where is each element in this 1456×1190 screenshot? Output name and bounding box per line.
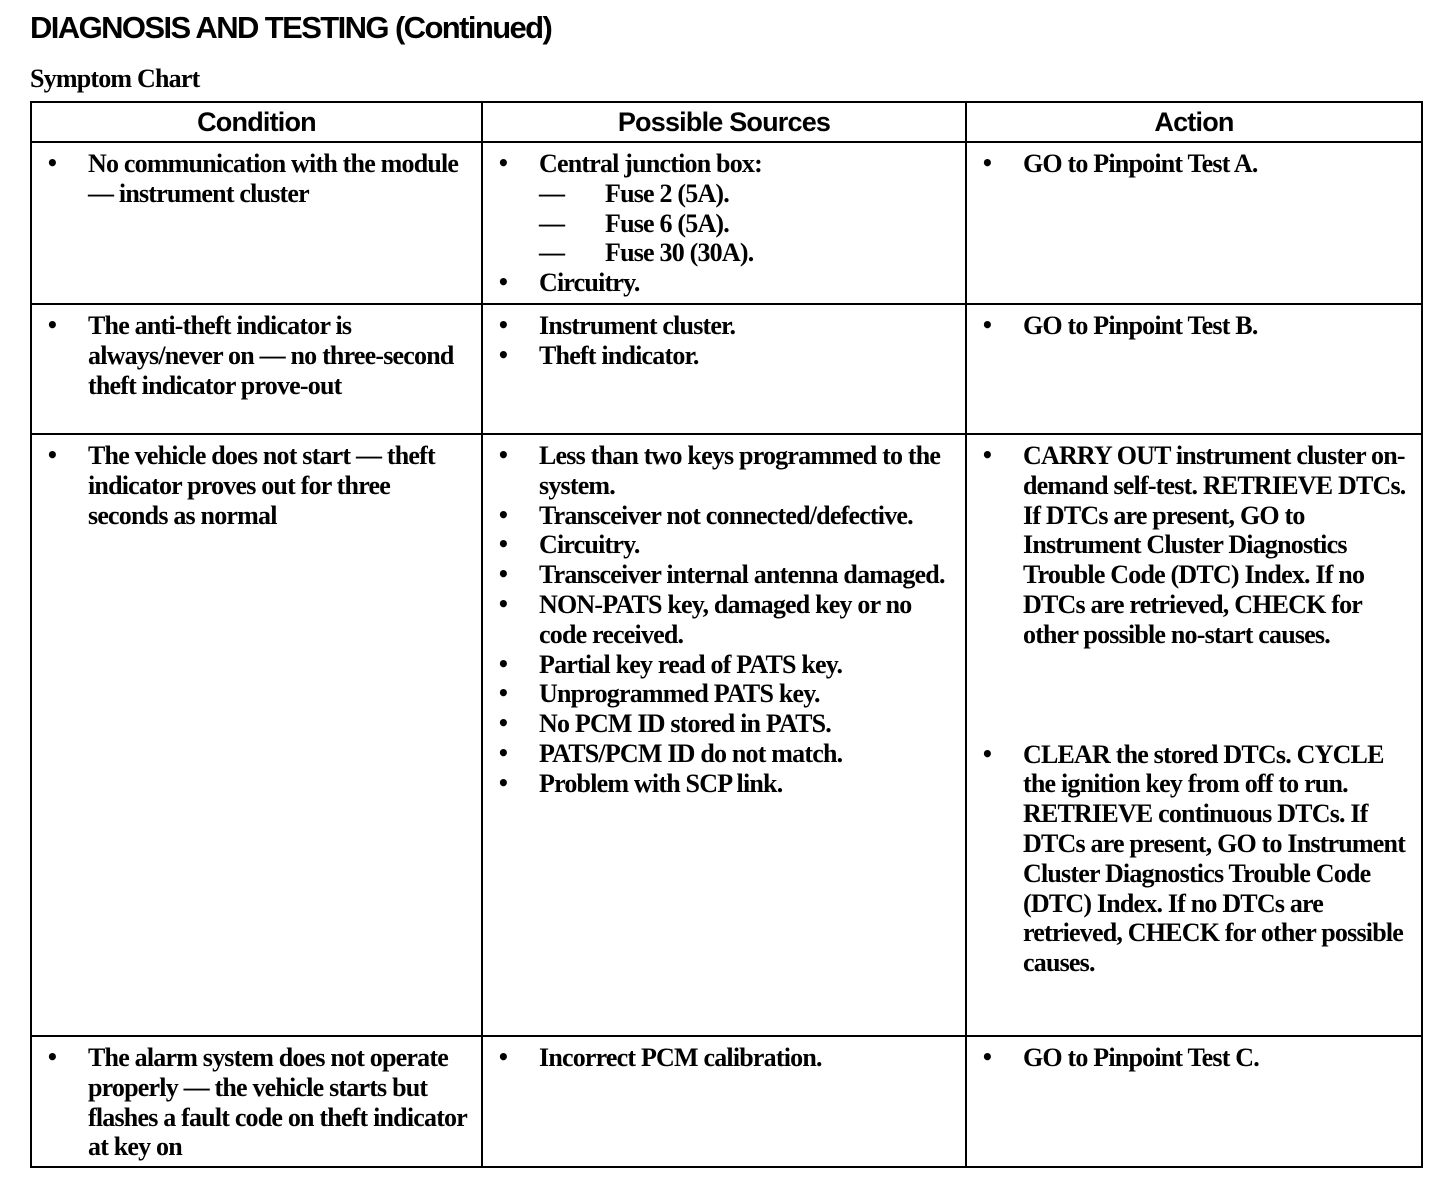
action-text: CLEAR the stored DTCs. CYCLE the ignition key from off to run. RETRIEVE continuous DTCs. If DTCs are present, GO to Instrument Cluster Diagnostics Trouble Code (DTC) Index. If no DTCs are retrieved, CHECK for other possible causes.	[1023, 739, 1406, 978]
table-row	[31, 434, 1422, 1036]
list-item	[967, 311, 1415, 341]
source-text: Instrument cluster.	[539, 311, 736, 340]
source-text: Unprogrammed PATS key.	[539, 679, 820, 709]
bullet-icon: •	[981, 151, 993, 175]
action-cell	[966, 304, 1422, 434]
source-text: Incorrect PCM calibration.	[539, 1043, 822, 1072]
list-item	[967, 149, 1415, 179]
bullet-icon: •	[497, 740, 509, 765]
list-item	[483, 679, 959, 709]
condition-text: The alarm system does not operate properly — the vehicle starts but flashes a fault code on theft indicator at key on	[88, 1043, 467, 1162]
table-row	[31, 142, 1422, 304]
page-title: DIAGNOSIS AND TESTING (Continued)	[30, 10, 552, 45]
bullet-icon: •	[497, 681, 509, 706]
list-item	[483, 501, 959, 531]
bullet-icon: •	[46, 443, 58, 467]
bullet-icon: •	[497, 770, 509, 795]
condition-text: No communication with the module — instrument cluster	[88, 149, 459, 208]
action-text: GO to Pinpoint Test C.	[1023, 1043, 1259, 1072]
bullet-icon: •	[497, 591, 509, 616]
table-row	[31, 304, 1422, 434]
bullet-icon: •	[981, 313, 993, 337]
action-text: GO to Pinpoint Test A.	[1023, 149, 1258, 178]
list-item	[483, 441, 959, 501]
source-text: Theft indicator.	[539, 340, 699, 370]
dash-icon: —	[539, 208, 565, 238]
list-item	[483, 590, 959, 650]
list-item	[32, 311, 475, 400]
bullet-icon: •	[497, 1045, 509, 1069]
source-text: Problem with SCP link.	[539, 768, 783, 798]
bullet-icon: •	[497, 562, 509, 587]
header-possible-sources: Possible Sources	[482, 102, 966, 142]
action-text: GO to Pinpoint Test B.	[1023, 311, 1258, 340]
source-text: Circuitry.	[539, 530, 640, 560]
source-text: PATS/PCM ID do not match.	[539, 738, 843, 768]
list-item	[483, 149, 959, 268]
header-row	[31, 102, 1422, 142]
condition-cell	[31, 304, 482, 434]
sources-cell	[482, 142, 966, 304]
list-item	[483, 1043, 959, 1073]
symptom-chart-table	[30, 101, 1423, 1168]
sub-text: Fuse 6 (5A).	[605, 208, 729, 238]
source-text: Central junction box:	[539, 149, 762, 178]
bullet-icon: •	[497, 342, 509, 367]
sub-item	[539, 209, 959, 239]
list-item	[483, 530, 959, 560]
list-item	[483, 341, 959, 371]
bullet-icon: •	[497, 711, 509, 736]
action-cell	[966, 142, 1422, 304]
bullet-icon: •	[46, 151, 58, 175]
bullet-icon: •	[497, 502, 509, 527]
list-item	[967, 1043, 1415, 1073]
bullet-icon: •	[497, 151, 509, 175]
bullet-icon: •	[497, 270, 509, 295]
bullet-icon: •	[46, 1045, 58, 1069]
list-item	[483, 769, 959, 799]
list-item	[32, 441, 475, 530]
list-item	[483, 560, 959, 590]
bullet-icon: •	[497, 443, 509, 467]
bullet-icon: •	[497, 651, 509, 676]
list-item	[967, 441, 1415, 650]
list-item	[483, 739, 959, 769]
source-text: Transceiver internal antenna damaged.	[539, 560, 945, 590]
condition-cell	[31, 142, 482, 304]
sources-cell	[482, 1036, 966, 1167]
list-item	[32, 1043, 475, 1162]
list-item	[483, 709, 959, 739]
condition-cell	[31, 1036, 482, 1167]
dash-icon: —	[539, 178, 565, 208]
list-item	[967, 740, 1415, 978]
bullet-icon: •	[497, 532, 509, 557]
source-text: Partial key read of PATS key.	[539, 649, 843, 679]
header-condition: Condition	[31, 102, 482, 142]
sub-list	[539, 179, 959, 268]
sub-text: Fuse 2 (5A).	[605, 178, 729, 208]
source-text: NON-PATS key, damaged key or no code received.	[539, 589, 912, 649]
action-text: CARRY OUT instrument cluster on-demand self-test. RETRIEVE DTCs. If DTCs are present, GO to Instrument Cluster Diagnostics Trouble Code (DTC) Index. If no DTCs are retrieved, CHECK for other possible no-start causes.	[1023, 441, 1406, 649]
bullet-icon: •	[497, 313, 509, 337]
sources-cell	[482, 304, 966, 434]
sub-item	[539, 238, 959, 268]
table-row	[31, 1036, 1422, 1167]
list-item	[483, 650, 959, 680]
condition-text: The anti-theft indicator is always/never on — no three-second theft indicator prove-out	[88, 311, 454, 400]
condition-text: The vehicle does not start — theft indicator proves out for three seconds as normal	[88, 441, 435, 530]
condition-cell	[31, 434, 482, 1036]
action-cell	[966, 1036, 1422, 1167]
bullet-icon: •	[981, 1045, 993, 1069]
chart-subtitle: Symptom Chart	[30, 64, 200, 93]
sub-text: Fuse 30 (30A).	[605, 238, 754, 268]
header-action: Action	[966, 102, 1422, 142]
list-item	[483, 311, 959, 341]
source-text: No PCM ID stored in PATS.	[539, 709, 832, 739]
list-item	[483, 268, 959, 298]
bullet-icon: •	[981, 741, 993, 766]
list-item	[32, 149, 475, 209]
sources-cell	[482, 434, 966, 1036]
bullet-icon: •	[46, 313, 58, 337]
bullet-icon: •	[981, 443, 993, 467]
source-text: Transceiver not connected/defective.	[539, 500, 913, 530]
source-text: Circuitry.	[539, 268, 640, 298]
sub-item	[539, 179, 959, 209]
source-text: Less than two keys programmed to the system.	[539, 441, 941, 500]
dash-icon: —	[539, 238, 565, 268]
action-cell	[966, 434, 1422, 1036]
